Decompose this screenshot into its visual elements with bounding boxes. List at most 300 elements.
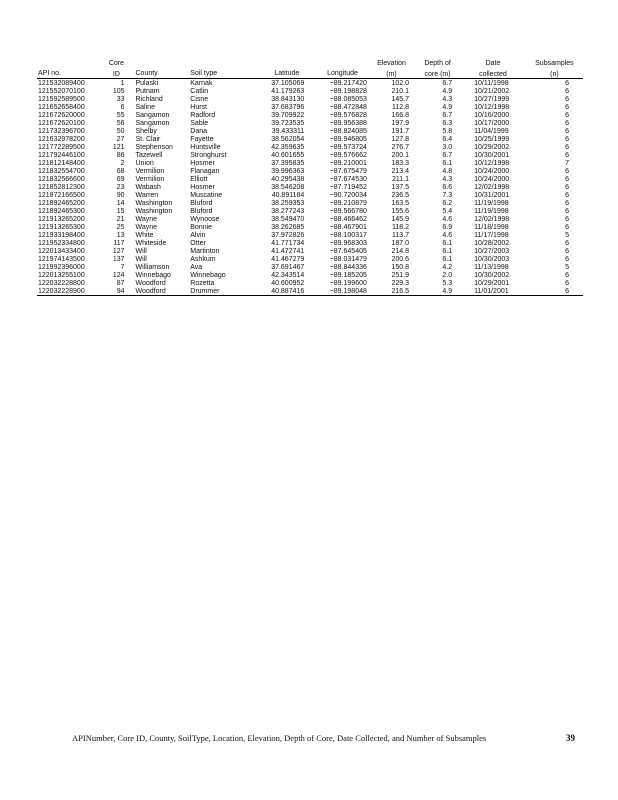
table-row xyxy=(37,271,583,279)
cell-core-depth: 4.9 xyxy=(442,103,453,111)
header-core-depth: Depth of xyxy=(424,60,451,67)
cell-elevation: 145.7 xyxy=(391,95,410,103)
cell-core-id: 27 xyxy=(116,135,125,143)
table-row xyxy=(37,191,583,199)
cell-core-depth: 5.3 xyxy=(442,279,453,287)
cell-latitude: 39.433311 xyxy=(271,127,305,135)
cell-subsamples: 6 xyxy=(565,271,569,279)
header-longitude xyxy=(305,58,368,67)
cell-elevation: 112.8 xyxy=(392,103,410,111)
cell-county: Wabash xyxy=(135,183,161,191)
table-row xyxy=(37,239,583,247)
cell-elevation: 210.1 xyxy=(391,87,410,95)
cell-subsamples: 6 xyxy=(565,175,569,183)
cell-api-number: 121792446100 xyxy=(38,151,85,159)
cell-subsamples: 6 xyxy=(565,223,569,231)
cell-core-id: 86 xyxy=(116,151,125,159)
cell-core-id: 105 xyxy=(112,87,125,95)
cell-longitude: −88.844336 xyxy=(329,263,367,271)
cell-core-id: 13 xyxy=(116,231,125,239)
cell-soil-type: Otter xyxy=(190,239,206,247)
cell-api-number: 121592589500 xyxy=(38,95,85,103)
cell-soil-type: Hosmer xyxy=(190,183,215,191)
cell-latitude: 39.723535 xyxy=(271,119,305,127)
cell-latitude: 38.562054 xyxy=(271,135,305,143)
cell-elevation: 183.3 xyxy=(391,159,410,167)
cell-api-number: 121913265300 xyxy=(38,223,85,231)
cell-api-number: 121672620000 xyxy=(38,111,85,119)
cell-api-number: 121732396700 xyxy=(38,127,85,135)
header-core-id: ID xyxy=(98,67,134,79)
cell-soil-type: Winnebago xyxy=(190,271,226,279)
cell-longitude: −89.217420 xyxy=(329,79,367,87)
cell-latitude: 37.683796 xyxy=(271,103,305,111)
cell-core-id: 21 xyxy=(116,215,125,223)
cell-core-id: 121 xyxy=(112,143,125,151)
cell-subsamples: 6 xyxy=(565,279,569,287)
cell-elevation: 150.8 xyxy=(391,263,410,271)
cell-soil-type: Ava xyxy=(190,263,203,271)
cell-longitude: −89.198048 xyxy=(305,287,368,296)
cell-core-id: 56 xyxy=(116,119,125,127)
cell-elevation: 118.2 xyxy=(392,223,410,231)
cell-core-depth: 6.1 xyxy=(442,247,453,255)
header-county: County xyxy=(135,67,190,79)
cell-latitude: 39.709922 xyxy=(271,111,305,119)
cell-county: Tazewell xyxy=(135,151,163,159)
cell-core-depth: 6.2 xyxy=(442,199,453,207)
cell-longitude: −89.956388 xyxy=(329,119,367,127)
cell-subsamples: 7 xyxy=(565,159,569,167)
table-row xyxy=(37,159,583,167)
cell-api-number: 121772289500 xyxy=(38,143,85,151)
cell-latitude: 38.546208 xyxy=(271,183,305,191)
header-core-depth: core (m) xyxy=(415,67,460,79)
cell-latitude: 42.343514 xyxy=(271,271,305,279)
cell-api-number: 121952334800 xyxy=(38,239,85,247)
header-core-id: Core xyxy=(108,60,125,67)
table-row xyxy=(37,183,583,191)
cell-soil-type: Fayette xyxy=(190,135,214,143)
cell-date-collected: 10/11/1998 xyxy=(474,79,509,87)
cell-api-number: 121532089400 xyxy=(38,79,85,87)
cell-soil-type: Elliott xyxy=(190,175,208,183)
cell-subsamples: 6 xyxy=(565,79,569,87)
cell-elevation: 197.9 xyxy=(391,119,410,127)
cell-longitude: −88.100317 xyxy=(329,231,367,239)
cell-date-collected: 11/13/1998 xyxy=(474,263,509,271)
cell-longitude: −87.719452 xyxy=(329,183,367,191)
cell-elevation: 236.5 xyxy=(391,191,410,199)
table-row xyxy=(37,207,583,215)
cell-elevation: 102.0 xyxy=(391,79,410,87)
table-row xyxy=(37,279,583,287)
cell-api-number: 122032228800 xyxy=(38,279,85,287)
cell-subsamples: 6 xyxy=(565,135,569,143)
cell-date-collected: 11/18/1998 xyxy=(474,223,509,231)
cell-longitude: −89.210879 xyxy=(329,199,367,207)
cell-elevation: 166.8 xyxy=(391,111,410,119)
cell-longitude: −89.946805 xyxy=(329,135,367,143)
cell-elevation: 137.5 xyxy=(391,183,410,191)
cell-county: Williamson xyxy=(135,263,170,271)
cell-county: Richland xyxy=(135,95,163,103)
table-row xyxy=(37,167,583,175)
cell-date-collected: 10/31/2001 xyxy=(474,191,510,199)
cell-subsamples: 6 xyxy=(565,191,569,199)
table-row xyxy=(37,111,583,119)
cell-api-number: 121672620100 xyxy=(38,119,85,127)
cell-subsamples: 6 xyxy=(565,103,569,111)
cell-latitude: 38.549470 xyxy=(271,215,305,223)
page-number: 39 xyxy=(566,733,575,743)
cell-core-id: 124 xyxy=(112,271,125,279)
cell-subsamples: 5 xyxy=(565,231,569,239)
cell-core-depth: 4.2 xyxy=(442,263,453,271)
cell-soil-type: Ashkum xyxy=(190,255,216,263)
cell-latitude: 38.843130 xyxy=(271,95,305,103)
cell-county: Whiteside xyxy=(135,239,167,247)
cell-soil-type: Martinton xyxy=(190,247,220,255)
header-subsamples: (n) xyxy=(526,67,583,79)
cell-date-collected: 10/29/2002 xyxy=(474,143,510,151)
cell-longitude: −88.467901 xyxy=(329,223,367,231)
cell-core-depth: 4.3 xyxy=(442,95,453,103)
cell-date-collected: 10/30/2003 xyxy=(474,255,510,263)
cell-latitude: 40.600952 xyxy=(271,279,305,287)
cell-subsamples: 6 xyxy=(565,87,569,95)
cell-elevation: 200.6 xyxy=(391,255,410,263)
cell-core-depth: 4.3 xyxy=(442,175,453,183)
table-row xyxy=(37,119,583,127)
cell-core-depth: 6.1 xyxy=(442,255,453,263)
soil-sample-table xyxy=(37,58,583,296)
cell-longitude: −89.210001 xyxy=(329,159,367,167)
cell-date-collected: 10/25/1999 xyxy=(474,135,510,143)
cell-county: Will xyxy=(135,247,147,255)
table-row xyxy=(37,263,583,271)
cell-county: Washington xyxy=(135,199,173,207)
cell-longitude: −88.031479 xyxy=(329,255,367,263)
cell-latitude: 38.259353 xyxy=(271,199,305,207)
cell-county: Wayne xyxy=(135,215,158,223)
cell-latitude: 37.395835 xyxy=(271,159,305,167)
cell-county: Sangamon xyxy=(135,111,170,119)
cell-county: Warren xyxy=(135,191,159,199)
cell-soil-type: Karnak xyxy=(190,79,213,87)
cell-elevation: 214.8 xyxy=(391,247,410,255)
cell-subsamples: 6 xyxy=(565,95,569,103)
cell-county: Saline xyxy=(135,103,155,111)
cell-longitude: −89.199600 xyxy=(329,279,367,287)
cell-core-id: 90 xyxy=(116,191,125,199)
cell-longitude: −87.645405 xyxy=(329,247,367,255)
cell-api-number: 121852812300 xyxy=(38,183,85,191)
cell-api-number: 121632978200 xyxy=(38,135,85,143)
table-row xyxy=(37,151,583,159)
cell-core-depth: 2.0 xyxy=(442,271,453,279)
cell-county: St. Clair xyxy=(135,135,161,143)
header-api-number xyxy=(37,58,98,67)
table-row xyxy=(37,135,583,143)
cell-subsamples: 6 xyxy=(565,199,569,207)
cell-soil-type: Hurst xyxy=(190,103,207,111)
cell-core-id: 33 xyxy=(116,95,125,103)
cell-api-number: 121992396000 xyxy=(38,263,85,271)
table-row xyxy=(37,127,583,135)
table-row xyxy=(37,87,583,95)
cell-latitude: 41.472741 xyxy=(271,247,305,255)
cell-core-id: 23 xyxy=(116,183,125,191)
footer-caption: APINumber, Core ID, County, SoilType, Location, Elevation, Depth of Core, Date Collected, and Number of Subsamples xyxy=(72,733,487,743)
table-row xyxy=(37,79,583,88)
cell-subsamples: 6 xyxy=(565,255,569,263)
table-body xyxy=(37,79,583,296)
cell-elevation: 191.7 xyxy=(391,127,410,135)
cell-elevation: 229.3 xyxy=(391,279,410,287)
cell-soil-type: Muscatine xyxy=(190,191,223,199)
cell-api-number: 121872166500 xyxy=(38,191,85,199)
table-row xyxy=(37,199,583,207)
cell-core-depth: 4.9 xyxy=(415,287,460,296)
page-footer xyxy=(0,733,618,747)
cell-longitude: −88.085053 xyxy=(329,95,367,103)
cell-core-depth: 6.1 xyxy=(442,239,453,247)
cell-core-depth: 7.3 xyxy=(442,191,453,199)
cell-core-depth: 5.4 xyxy=(442,207,453,215)
cell-longitude: −89.566780 xyxy=(329,207,367,215)
cell-latitude: 37.972826 xyxy=(271,231,305,239)
cell-core-depth: 4.6 xyxy=(442,231,453,239)
table-row xyxy=(37,175,583,183)
cell-core-id: 7 xyxy=(120,263,125,271)
cell-soil-type: Sable xyxy=(190,119,209,127)
header-row-bottom xyxy=(37,67,583,79)
cell-subsamples: 6 xyxy=(565,239,569,247)
cell-subsamples: 6 xyxy=(565,183,569,191)
cell-elevation: 163.5 xyxy=(391,199,410,207)
cell-core-id: 2 xyxy=(120,159,125,167)
cell-core-depth: 6.7 xyxy=(442,151,453,159)
cell-date-collected: 10/17/2000 xyxy=(474,119,510,127)
header-soil-type xyxy=(189,58,252,67)
table-row xyxy=(37,231,583,239)
cell-api-number: 121892465300 xyxy=(38,207,85,215)
cell-longitude: −89.198828 xyxy=(329,87,367,95)
cell-date-collected: 10/21/2002 xyxy=(474,87,510,95)
cell-core-depth: 6.6 xyxy=(442,183,453,191)
cell-latitude: 39.996363 xyxy=(271,167,305,175)
cell-date-collected: 10/30/2001 xyxy=(474,151,510,159)
cell-county: Will xyxy=(135,255,147,263)
cell-core-id: 137 xyxy=(112,255,125,263)
table-row xyxy=(37,287,583,296)
cell-soil-type: Cisne xyxy=(190,95,209,103)
cell-api-number: 121913265200 xyxy=(38,215,85,223)
cell-county: Vermilion xyxy=(135,167,165,175)
cell-subsamples: 6 xyxy=(565,143,569,151)
cell-core-id: 6 xyxy=(120,103,125,111)
cell-core-depth: 5.8 xyxy=(442,127,453,135)
cell-latitude: 40.601655 xyxy=(271,151,305,159)
cell-core-id: 87 xyxy=(116,279,125,287)
cell-longitude: −89.576662 xyxy=(329,151,367,159)
cell-subsamples: 6 xyxy=(565,127,569,135)
table-header xyxy=(37,58,583,79)
cell-core-depth: 6.7 xyxy=(442,79,453,87)
cell-subsamples: 6 xyxy=(565,247,569,255)
cell-county: Wayne xyxy=(135,223,158,231)
cell-core-depth: 4.8 xyxy=(442,167,453,175)
cell-soil-type: Radford xyxy=(190,111,216,119)
cell-longitude: −88.472848 xyxy=(329,103,367,111)
header-row-top xyxy=(37,58,583,67)
cell-core-id: 50 xyxy=(116,127,125,135)
cell-subsamples: 6 xyxy=(565,215,569,223)
cell-api-number: 121892465200 xyxy=(38,199,85,207)
cell-subsamples: 6 xyxy=(565,111,569,119)
cell-date-collected: 10/24/2000 xyxy=(474,175,510,183)
header-elevation: Elevation xyxy=(377,60,406,67)
cell-date-collected: 10/28/2002 xyxy=(474,239,510,247)
cell-core-depth: 6.3 xyxy=(442,119,453,127)
cell-longitude: −89.573724 xyxy=(329,143,367,151)
table-row xyxy=(37,247,583,255)
cell-latitude: 40.887416 xyxy=(252,287,305,296)
cell-date-collected: 12/02/1998 xyxy=(474,215,510,223)
cell-soil-type: Bonnie xyxy=(190,223,213,231)
cell-county: Washington xyxy=(135,207,173,215)
table-row xyxy=(37,223,583,231)
cell-latitude: 38.262685 xyxy=(271,223,305,231)
cell-api-number: 122013433400 xyxy=(38,247,85,255)
cell-date-collected: 10/27/1999 xyxy=(474,95,510,103)
cell-date-collected: 10/16/2000 xyxy=(474,111,510,119)
table-row xyxy=(37,255,583,263)
cell-api-number: 122032228900 xyxy=(37,287,98,296)
cell-elevation: 211.1 xyxy=(392,175,410,183)
cell-county: Sangamon xyxy=(135,119,170,127)
cell-date-collected: 10/29/2001 xyxy=(474,279,510,287)
cell-api-number: 121974143500 xyxy=(38,255,85,263)
cell-api-number: 121933198400 xyxy=(38,231,85,239)
cell-longitude: −87.674530 xyxy=(329,175,367,183)
cell-core-depth: 4.6 xyxy=(442,215,453,223)
cell-elevation: 127.8 xyxy=(391,135,410,143)
cell-soil-type: Wynoose xyxy=(190,215,220,223)
cell-latitude: 37.105069 xyxy=(271,79,305,87)
cell-core-id: 55 xyxy=(116,111,125,119)
cell-county: Shelby xyxy=(135,127,157,135)
cell-soil-type: Flanagan xyxy=(190,167,220,175)
cell-core-id: 69 xyxy=(116,175,125,183)
cell-elevation: 216.5 xyxy=(368,287,415,296)
cell-api-number: 121832566600 xyxy=(38,175,85,183)
cell-core-id: 1 xyxy=(120,79,125,87)
cell-date-collected: 11/19/1998 xyxy=(474,207,509,215)
header-subsamples: Subsamples xyxy=(535,60,574,67)
cell-subsamples: 5 xyxy=(565,263,569,271)
cell-latitude: 40.295438 xyxy=(271,175,305,183)
cell-latitude: 37.691467 xyxy=(271,263,305,271)
cell-subsamples: 6 xyxy=(565,207,569,215)
cell-soil-type: Dana xyxy=(190,127,207,135)
cell-soil-type: Catlin xyxy=(190,87,209,95)
header-latitude xyxy=(252,58,305,67)
cell-date-collected: 11/17/1998 xyxy=(474,231,509,239)
cell-core-depth: 6.9 xyxy=(442,223,453,231)
cell-core-depth: 4.9 xyxy=(442,87,453,95)
cell-elevation: 187.0 xyxy=(391,239,410,247)
cell-api-number: 121812148400 xyxy=(38,159,85,167)
cell-longitude: −90.720034 xyxy=(329,191,367,199)
cell-soil-type: Stronghurst xyxy=(190,151,227,159)
cell-county: Pulaski xyxy=(135,79,159,87)
cell-core-depth: 6.1 xyxy=(442,159,453,167)
cell-date-collected: 11/04/1999 xyxy=(474,127,509,135)
header-date-collected: collected xyxy=(460,67,526,79)
cell-date-collected: 10/27/2003 xyxy=(474,247,510,255)
cell-soil-type: Rozetta xyxy=(190,279,215,287)
cell-subsamples: 6 xyxy=(565,119,569,127)
cell-core-id: 94 xyxy=(98,287,134,296)
cell-latitude: 38.277243 xyxy=(271,207,305,215)
cell-soil-type: Huntsville xyxy=(190,143,221,151)
cell-longitude: −88.466462 xyxy=(329,215,367,223)
cell-date-collected: 10/12/1998 xyxy=(474,159,510,167)
cell-core-id: 117 xyxy=(113,239,125,247)
cell-date-collected: 11/01/2001 xyxy=(460,287,526,296)
cell-date-collected: 10/12/1998 xyxy=(474,103,510,111)
cell-elevation: 113.7 xyxy=(392,231,410,239)
table-row xyxy=(37,215,583,223)
cell-elevation: 251.9 xyxy=(391,271,410,279)
cell-core-id: 68 xyxy=(116,167,125,175)
table-row xyxy=(37,103,583,111)
cell-core-depth: 6.7 xyxy=(442,111,453,119)
cell-subsamples: 6 xyxy=(565,167,569,175)
cell-core-depth: 3.0 xyxy=(442,143,453,151)
cell-soil-type: Bluford xyxy=(190,207,213,215)
table-row xyxy=(37,95,583,103)
header-longitude: Longitude xyxy=(305,67,368,79)
cell-elevation: 145.9 xyxy=(391,215,410,223)
header-county xyxy=(135,58,190,67)
cell-county: Union xyxy=(135,159,154,167)
cell-date-collected: 12/02/1998 xyxy=(474,183,510,191)
cell-core-id: 15 xyxy=(116,207,125,215)
cell-county: Woodford xyxy=(135,287,190,296)
cell-longitude: −87.675479 xyxy=(329,167,367,175)
cell-county: White xyxy=(135,231,154,239)
cell-county: Putnam xyxy=(135,87,160,95)
cell-soil-type: Alvin xyxy=(190,231,206,239)
cell-subsamples: 6 xyxy=(565,151,569,159)
cell-county: Vermilion xyxy=(135,175,165,183)
cell-latitude: 41.179263 xyxy=(271,87,305,95)
cell-date-collected: 11/19/1998 xyxy=(474,199,509,207)
table-row xyxy=(37,143,583,151)
cell-soil-type: Drummer xyxy=(189,287,252,296)
cell-latitude: 42.359635 xyxy=(271,143,305,151)
cell-longitude: −89.185205 xyxy=(329,271,367,279)
header-date-collected: Date xyxy=(485,60,501,67)
cell-soil-type: Bluford xyxy=(190,199,213,207)
cell-subsamples: 6 xyxy=(526,287,583,296)
header-elevation: (m) xyxy=(368,67,415,79)
cell-date-collected: 10/30/2002 xyxy=(474,271,510,279)
cell-latitude: 41.771734 xyxy=(271,239,305,247)
